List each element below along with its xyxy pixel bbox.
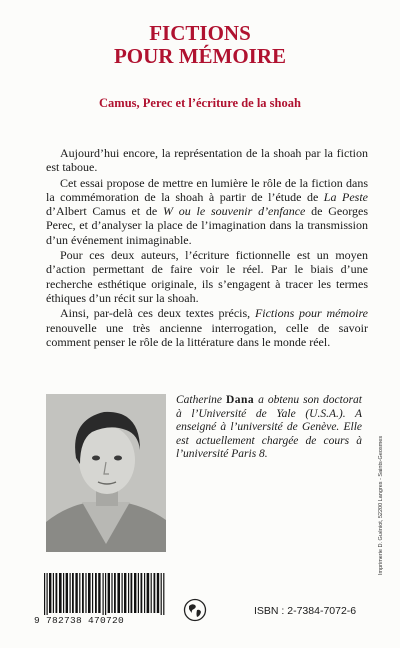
barcode-number: 9 782738 470720 — [34, 615, 174, 626]
barcode-bars — [40, 573, 168, 619]
isbn: ISBN : 2-7384-7072-6 — [254, 605, 357, 617]
blurb — [46, 146, 368, 349]
blurb-paragraph-3: Pour ces deux auteurs, l’écriture fictionnelle est un moyen d’action permettant de faire voir le réel. Par le biais d’une recherche esthétique originale, ils s’engagent à tracer les termes éthiques d’un récit sur la shoah. — [46, 248, 368, 305]
author-first-name: Catherine — [176, 394, 226, 406]
title-line-1: FICTIONS — [149, 21, 251, 45]
title-w-ou-le-souvenir: W ou le souvenir d’enfance — [163, 204, 306, 219]
book-subtitle: Camus, Perec et l’écriture de la shoah — [99, 96, 301, 110]
barcode — [34, 573, 168, 629]
author-bio-text: a obtenu son doctorat à l’Université de Yale (U.S.A.). A enseigné à l’université de Genève. Elle est actuellement chargée de cours à l’université Paris 8. — [176, 394, 363, 460]
blurb-paragraph-4: Ainsi, par-delà ces deux textes précis, Fictions pour mémoire renouvelle une très ancienne interrogation, celle de savoir comment penser le rôle de la littérature dans le monde réel. — [46, 306, 369, 349]
printer-note: Imprimerie D. Guéniot, 52200 Langres - Saints-Geosmes — [378, 435, 384, 575]
author-bio — [176, 394, 362, 462]
author-photo — [46, 394, 166, 552]
author-last-name: Dana — [225, 394, 255, 406]
blurb-paragraph-1: Aujourd’hui encore, la représentation de la shoah par la fiction est taboue. — [46, 146, 368, 175]
book-title — [0, 22, 400, 68]
title-fictions-pour-memoire: Fictions pour mémoire — [254, 306, 369, 321]
blurb-paragraph-2: Cet essai propose de mettre en lumière le rôle de la fiction dans la commémoration de la shoah à partir de l’étude de La Peste d’Albert Camus et de W ou le souvenir d’enfance de Georges Perec, et d’analyser la place de l’imagination dans la transmission d’un événement inimaginable. — [46, 175, 368, 247]
title-la-peste: La Peste — [323, 189, 368, 204]
title-line-2: POUR MÉMOIRE — [113, 44, 287, 68]
globe-icon — [183, 598, 207, 622]
